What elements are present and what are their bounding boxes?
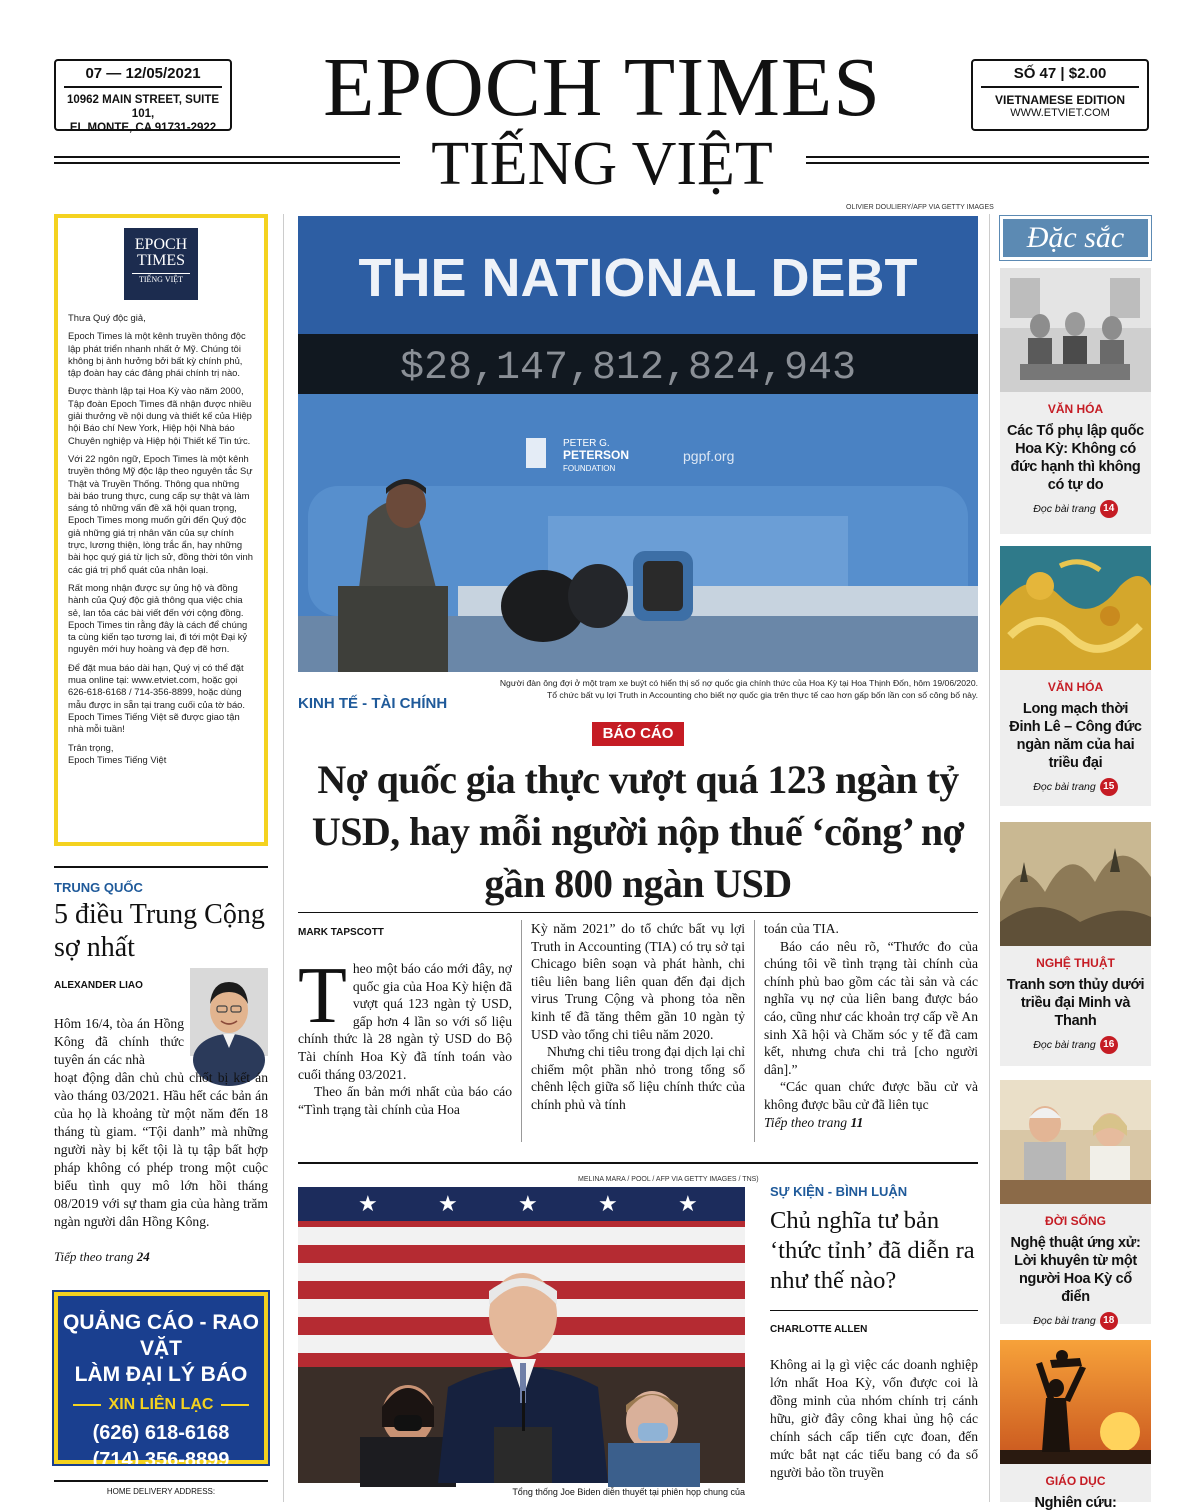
opinion-section-label[interactable]: SỰ KIỆN - BÌNH LUẬN [770,1184,908,1199]
lead-column-2: Kỳ năm 2021” do tổ chức bất vụ lợi Truth in Accounting (TIA) có trụ sở tại Chicago biên soạn và phát hành, chi tiêu liên bang liên quan đến đại dịch virus Trung Cộng và phong tỏa nền kinh tế đã tăng thêm gần 10 ngàn tỷ USD vào tổng chi tiêu năm 2020. Nhưng chi tiêu trong đại dịch lại chỉ chiếm một phần nhỏ trong tổng số chênh lệch giữa số liệu chính thức của chính phủ và tính [531,921,745,1112]
svg-text:pgpf.org: pgpf.org [683,448,735,464]
parent-child-silhouette-image [1000,1340,1151,1464]
features-heading: Đặc sắc [1000,216,1151,260]
feature-card[interactable] [1000,1340,1151,1511]
column-divider [989,214,990,1502]
china-story-body: Hôm 16/4, tòa án Hồng Kông đã chính thức tuyên án các nhà hoạt động dân chủ chủ chốt bị kết án vào tháng 03/2021. Hầu hết các bản án của họ là khoảng từ một năm đến 18 tháng tù giam. “Tội danh” mà những người này bị kết tội là tụ tập bất hợp pháp không có phép trong một cuộc biểu tình quy mô lớn hồi tháng 08/2019 với sự tham gia của hàng trăm ngàn người dân Hồng Kông. [54,1016,268,1229]
national-debt-photo[interactable] [298,216,978,672]
masthead-rule-right [806,156,1149,164]
svg-text:★: ★ [678,1191,698,1216]
masthead-issue-box [971,59,1149,131]
feature-title: Nghệ thuật ứng xử: Lời khuyên từ một người Hoa Kỳ cổ điển [1010,1235,1141,1305]
china-story-title[interactable]: 5 điều Trung Cộng sợ nhất [54,899,265,963]
elderly-couple-image [1000,1080,1151,1204]
feature-title: Nghiên cứu: [1034,1495,1117,1511]
feature-category: NGHỆ THUẬT [1036,956,1115,970]
section-divider [54,866,268,868]
svg-text:FOUNDATION: FOUNDATION [563,464,616,473]
feature-card[interactable] [1000,822,1151,1066]
address-line-1: 10962 MAIN STREET, SUITE 101, [66,94,220,120]
page-number-badge: 16 [1100,1036,1118,1054]
column-divider [521,920,522,1142]
feature-title: Các Tổ phụ lập quốc Hoa Kỳ: Không có đức hạnh thì không có tự do [1007,423,1144,493]
founding-fathers-image [1000,268,1151,392]
letter-signature: Epoch Times Tiếng Việt [68,753,167,765]
china-section-label[interactable]: TRUNG QUỐC [54,880,143,895]
feature-read-link[interactable]: Đọc bài trang 18 [1000,1312,1151,1330]
lead-column-1: T heo một báo cáo mới đây, nợ quốc gia của Hoa Kỳ hiện đã vượt quá 123 ngàn tỷ USD, gấp hơn 4 lần so với số liệu chính thức là 28 ngàn tỷ USD do Bộ Tài chính Hoa Kỳ đã tính toán vào cuối tháng 03/2021. Theo ấn bản mới nhất của báo cáo “Tình trạng tài chính của Hoa [298,952,512,1117]
feature-category: VĂN HÓA [1047,680,1104,694]
headline-rule [298,912,978,913]
letter-greeting: Thưa Quý độc giả, [68,312,146,323]
feature-read-link[interactable]: Đọc bài trang 14 [1000,500,1151,518]
masthead-date-box [54,59,232,134]
lead-continued[interactable]: Tiếp theo trang 11 [764,1114,864,1130]
masthead-title: EPOCH TIMES [323,41,881,134]
feature-read-link[interactable]: Đọc bài trang 15 [1000,778,1151,796]
opinion-title[interactable]: Chủ nghĩa tư bản ‘thức tỉnh’ đã diễn ra như thế nào? [770,1207,975,1294]
economy-section-label[interactable]: KINH TẾ - TÀI CHÍNH [298,695,448,712]
opinion-rule [770,1310,978,1311]
issue-number-price: SỐ 47 | $2.00 [981,65,1139,88]
debt-ticker: $28,147,812,824,943 [399,346,857,391]
ad-phone-1[interactable]: (626) 618-6168 [92,1422,230,1444]
feature-category: VĂN HÓA [1047,402,1104,416]
masthead-rule-left [54,156,400,164]
column-divider [283,214,284,1502]
svg-text:★: ★ [518,1191,538,1216]
letter-signoff: Trân trọng, [68,741,114,753]
china-continued[interactable]: Tiếp theo trang 24 [54,1249,150,1264]
reader-letter [54,214,268,846]
letter-paragraph: Để đặt mua báo dài hạn, Quý vị có thể đặt mua online tại: www.etviet.com, hoặc gọi 626-618-6168 / 714-356-8899, hoặc dùng mẫu được in sẵn tại trang cuối của tờ báo. Epoch Times Tiếng Việt sẽ được giao tận nhà mỗi tuần! [68,661,245,735]
biden-photo-credit: MELINA MARA / POOL / AFP VIA GETTY IMAGES / TNS) [578,1176,759,1183]
column-divider [754,920,755,1142]
letter-paragraph: Epoch Times là một kênh truyền thông độc lập phát triển nhanh nhất ở Mỹ. Chúng tôi không bị ảnh hưởng bởi bất kỳ chính phủ, tập đoàn hay các đảng phái chính trị nào. [68,330,246,379]
hero-photo-credit: OLIVIER DOULIERY/AFP VIA GETTY IMAGES [846,204,994,211]
letter-paragraph: Được thành lập tại Hoa Kỳ vào năm 2000, Tập đoàn Epoch Times đã nhận được nhiều giải thưởng về nội dung và thiết kế của Hiệp hội Báo chí New York, Hiệp hội Nhà báo Chuyên nghiệp và Hiệp hội Thiết kế Tin tức. [68,385,252,446]
biden-caption: Tổng thống Joe Biden diễn thuyết tại phiên họp chung của [512,1487,745,1497]
home-delivery-label: HOME DELIVERY ADDRESS: [54,1480,268,1496]
svg-text:PETERSON: PETERSON [563,448,630,462]
page-number-badge: 18 [1100,1312,1118,1330]
svg-text:★: ★ [438,1191,458,1216]
feature-category: GIÁO DỤC [1045,1474,1106,1488]
ad-contact-label: XIN LIÊN LẠC [58,1396,264,1414]
feature-card[interactable] [1000,1080,1151,1327]
website-link[interactable]: WWW.ETVIET.COM [1010,107,1110,119]
advertising-box [54,1292,268,1471]
feature-read-link[interactable]: Đọc bài trang 16 [1000,1036,1151,1054]
edition-label: VIETNAMESE EDITION [994,93,1125,107]
section-divider [298,1162,978,1164]
drop-cap: T [298,952,347,1040]
page-number-badge: 14 [1100,500,1118,518]
feature-card[interactable] [1000,268,1151,534]
epoch-times-logo: EPOCH TIMES TIẾNG VIỆT [124,228,198,300]
report-kicker: BÁO CÁO [592,722,684,746]
china-story-author: ALEXANDER LIAO [54,980,143,991]
page-number-badge: 15 [1100,778,1118,796]
lead-byline: MARK TAPSCOTT [298,927,384,938]
address-line-2: EL MONTE, CA 91731-2922 [69,122,217,134]
hero-caption: Người đàn ông đợi ở một trạm xe buýt có hiển thị số nợ quốc gia chính thức của Hoa Kỳ tại Hoa Thịnh Đốn, hôm 19/06/2020. Tổ chức bất vụ lợi Truth in Accounting cho biết nợ quốc gia trên thực tế cao hơn gấp bốn lần con số công bố này. [499,678,978,700]
opinion-body: Không ai lạ gì việc các doanh nghiệp lớn nhất Hoa Kỳ, vốn được coi là đồng minh của nhóm chính trị cánh hữu, giờ đây công khai ủng hộ các chính sách cấp tiến cực đoan, đến mức bắt nạt các tiểu bang có đa số người bảo tồn truyền [770,1357,978,1480]
letter-paragraph: Với 22 ngôn ngữ, Epoch Times là một kênh truyền thông Mỹ độc lập theo nguyên tắc Sự Thật và Truyền Thống. Thông qua những bài báo trung thực, cung cấp sự thật và làm sáng tỏ những vấn đề xã hội quan trọng, Epoch Times mong muốn gửi đến Quý độc giả những giá trị nhân văn của sự chính trực, lương thiện, lòng trắc ẩn, hay những bài học quý giá từ lịch sử, đồng thời tôn vinh các giá trị phổ quát của nhân loại. [68,452,253,575]
sign-text: THE NATIONAL DEBT [358,248,918,308]
feature-card[interactable] [1000,546,1151,806]
masthead-subtitle: TIẾNG VIỆT [431,130,773,198]
lead-column-3: toán của TIA. Báo cáo nêu rõ, “Thước đo của chúng tôi về tình trạng tài chính của chính phủ bao gồm các tài sản và các nghĩa vụ nợ của liên bang được báo cáo, cũng như các khoản trợ cấp về An sinh Xã hội và Chăm sóc y tế đã cam kết, nhưng chưa chi trả [cho người dân].” “Các quan chức được bầu cử và không được bầu cử đã liên tục Tiếp theo trang 11 [764,921,978,1130]
feature-category: ĐỜI SỐNG [1045,1214,1106,1228]
landscape-painting-image [1000,822,1151,946]
dragon-artwork-image [1000,546,1151,670]
ad-line-1: QUẢNG CÁO - RAO VẶT [63,1311,259,1360]
svg-text:PETER G.: PETER G. [563,438,610,449]
lead-headline[interactable]: Nợ quốc gia thực vượt quá 123 ngàn tỷ USD, hay mỗi người nộp thuế ‘cõng’ nợ gần 800 ngàn USD [311,757,965,906]
svg-text:★: ★ [358,1191,378,1216]
svg-text:★: ★ [598,1191,618,1216]
issue-date: 07 — 12/05/2021 [64,65,222,88]
ad-phone-2[interactable]: (714) 356-8899 [92,1449,230,1471]
letter-paragraph: Rất mong nhận được sự ủng hộ và đồng hành của Quý độc giả thông qua việc chia sẻ, lan tỏa các bài viết đến với cộng đồng. Epoch Times tin rằng đây là cách để chúng ta cùng kiến tạo tương lai, đi tới một Đại kỷ nguyên mới huy hoàng và đẹp đẽ hơn. [68,581,248,655]
feature-title: Tranh sơn thủy dưới triều đại Minh và Thanh [1006,977,1145,1029]
opinion-author: CHARLOTTE ALLEN [770,1324,868,1335]
ad-line-2: LÀM ĐẠI LÝ BÁO [74,1363,248,1386]
feature-title: Long mạch thời Đinh Lê – Công đức ngàn năm của hai triều đại [1009,701,1142,771]
biden-speech-photo[interactable] [298,1187,745,1483]
